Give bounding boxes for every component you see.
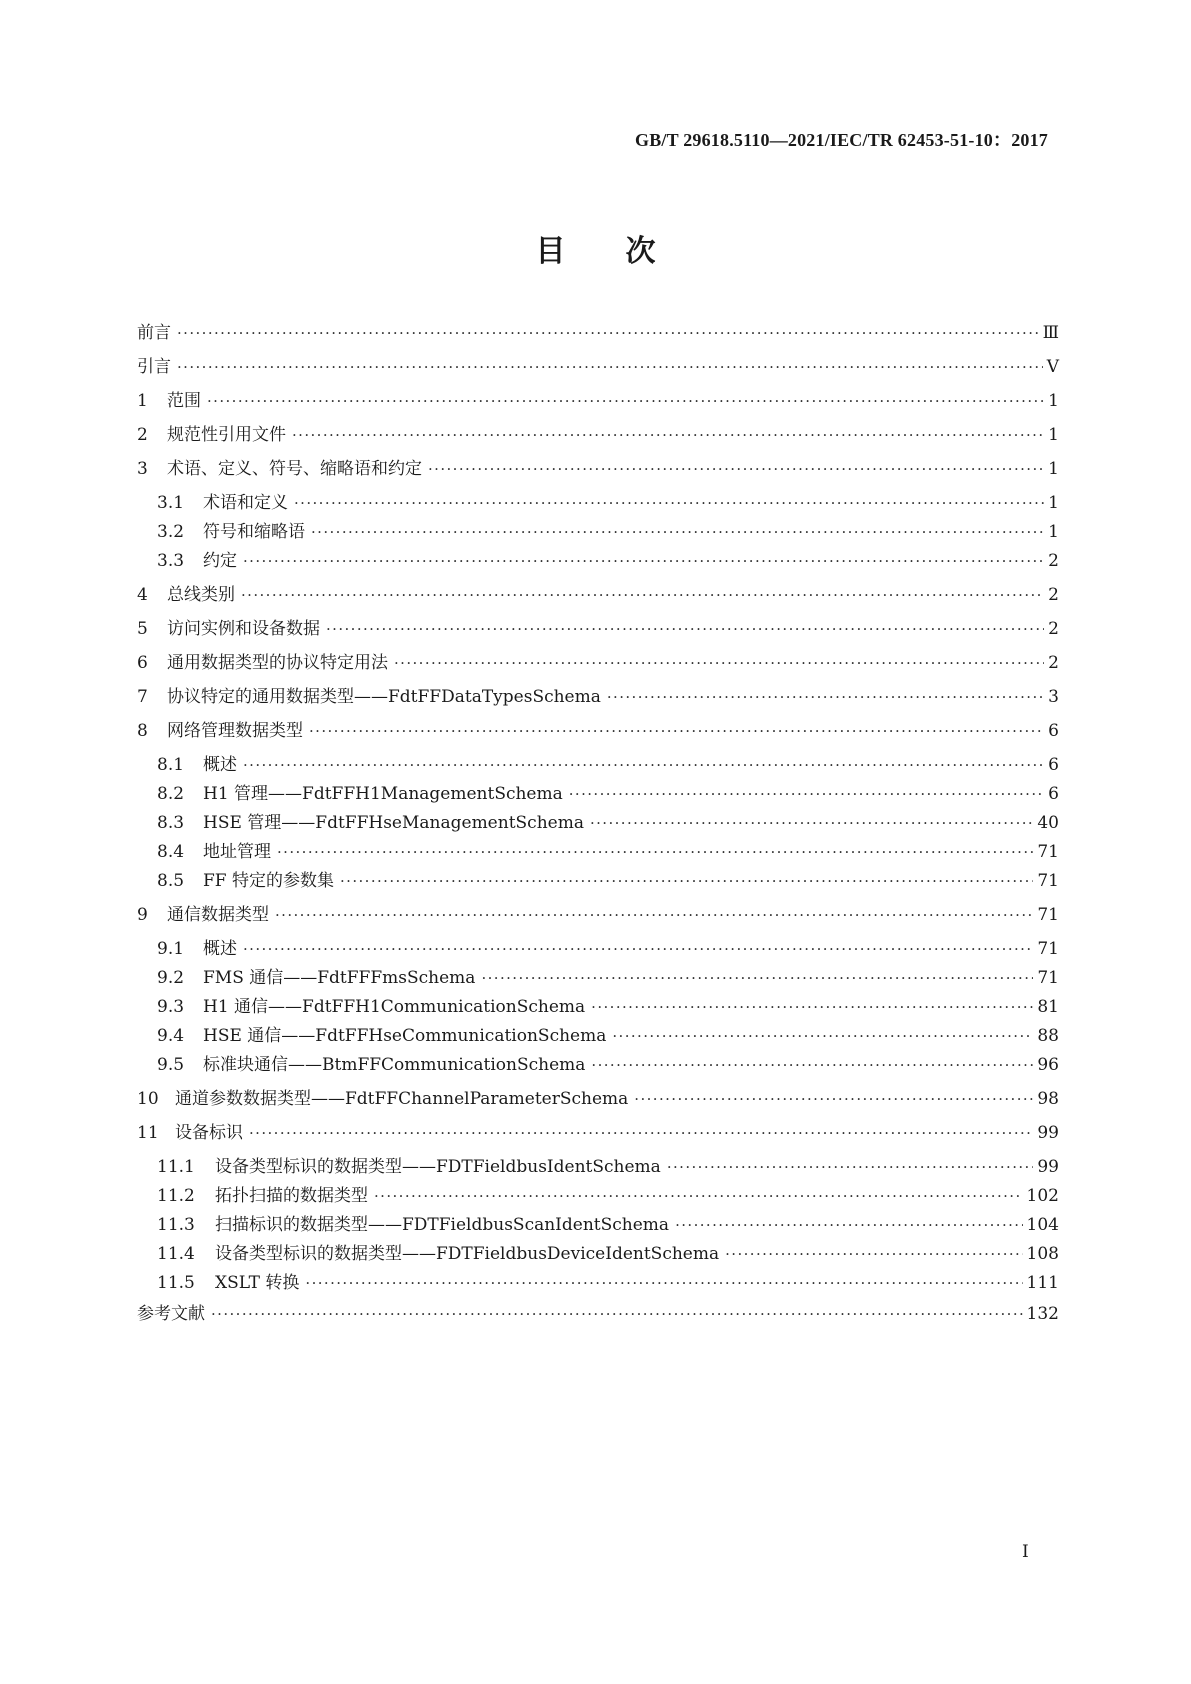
toc-entry-page: Ⅴ [1046, 357, 1059, 377]
toc-entry-page: 6 [1048, 755, 1059, 775]
toc-subentry[interactable] [157, 1154, 1059, 1178]
toc-subentry[interactable] [157, 1052, 1059, 1076]
toc-leader-dots [211, 1303, 1023, 1325]
toc-entry-page: 71 [1037, 968, 1059, 988]
toc-leader-dots [311, 521, 1044, 543]
toc-entry-number: 5 [137, 619, 148, 639]
toc-entry-number: 11.2 [157, 1186, 195, 1206]
toc-entry-page: 2 [1048, 551, 1059, 571]
toc-leader-dots [243, 550, 1044, 572]
toc-entry-label: 访问实例和设备数据 [167, 619, 320, 639]
toc-subentry[interactable] [157, 1212, 1059, 1236]
toc-entry-label: 规范性引用文件 [167, 425, 286, 445]
toc-entry[interactable] [137, 718, 1059, 742]
toc-entry-number: 3.1 [157, 493, 185, 513]
toc-entry[interactable] [137, 902, 1059, 926]
toc-entry-label: 网络管理数据类型 [167, 721, 303, 741]
toc-entry-number: 9.3 [157, 997, 185, 1017]
toc-entry-label: XSLT 转换 [215, 1273, 300, 1293]
toc-subentry[interactable] [157, 936, 1059, 960]
toc-entry-label: H1 管理——FdtFFH1ManagementSchema [203, 784, 563, 804]
toc-entry-number: 8.2 [157, 784, 185, 804]
toc-entry-page: 40 [1037, 813, 1059, 833]
toc-entry[interactable] [137, 1086, 1059, 1110]
toc-leader-dots [177, 322, 1039, 344]
toc-leader-dots [305, 1272, 1022, 1294]
toc-entry-number: 1 [137, 391, 148, 411]
toc-leader-dots [277, 841, 1033, 863]
toc-entry-label: 概述 [203, 755, 237, 775]
toc-entry-number: 8 [137, 721, 148, 741]
toc-entry-label: H1 通信——FdtFFH1CommunicationSchema [203, 997, 586, 1017]
toc-subentry[interactable] [157, 1270, 1059, 1294]
toc-entry-number: 7 [137, 687, 148, 707]
toc-subentry[interactable] [157, 868, 1059, 892]
toc-entry-label: 引言 [137, 357, 171, 377]
toc-entry-page: 2 [1048, 585, 1059, 605]
toc-entry-number: 9.5 [157, 1055, 185, 1075]
toc-entry-label: HSE 通信——FdtFFHseCommunicationSchema [203, 1026, 607, 1046]
toc-leader-dots [591, 1054, 1033, 1076]
toc-entry-number: 3.2 [157, 522, 185, 542]
toc-leader-dots [292, 424, 1044, 446]
toc-subentry[interactable] [157, 781, 1059, 805]
toc-entry-page: 81 [1037, 997, 1059, 1017]
toc-leader-dots [207, 390, 1044, 412]
toc-entry-label: 设备标识 [175, 1123, 243, 1143]
toc-entry[interactable] [137, 1120, 1059, 1144]
standard-code: GB/T 29618.5110—2021/IEC/TR 62453-51-10：2017 [635, 130, 1048, 150]
toc-entry-number: 8.3 [157, 813, 185, 833]
toc-entry-number: 9 [137, 905, 148, 925]
toc-entry-number: 11.4 [157, 1244, 195, 1264]
toc-leader-dots [249, 1122, 1033, 1144]
toc-entry-label: 协议特定的通用数据类型——FdtFFDataTypesSchema [167, 687, 601, 707]
toc-leader-dots [481, 967, 1033, 989]
toc-subentry[interactable] [157, 519, 1059, 543]
toc-entry-number: 6 [137, 653, 148, 673]
toc-entry-number: 11.3 [157, 1215, 195, 1235]
toc-entry-label: 约定 [203, 551, 237, 571]
toc-entry-page: 71 [1037, 842, 1059, 862]
toc-entry-number: 8.5 [157, 871, 185, 891]
page-number: Ⅰ [1022, 1542, 1029, 1562]
toc-entry-label: 参考文献 [137, 1304, 205, 1324]
toc-leader-dots [243, 938, 1033, 960]
toc-entry-page: 99 [1037, 1157, 1059, 1177]
toc-entry-page: 6 [1048, 784, 1059, 804]
toc-entry-page: 71 [1037, 871, 1059, 891]
toc-entry-page: 2 [1048, 653, 1059, 673]
toc-entry-label: FF 特定的参数集 [203, 871, 334, 891]
toc-entry-label: 扫描标识的数据类型——FDTFieldbusScanIdentSchema [215, 1215, 670, 1235]
toc-entry-page: 6 [1048, 721, 1059, 741]
toc-leader-dots [428, 458, 1044, 480]
toc-entry-number: 9.4 [157, 1026, 185, 1046]
toc-entry-page: 1 [1048, 459, 1059, 479]
toc-entry-page: 98 [1037, 1089, 1059, 1109]
toc-entry-label: 前言 [137, 323, 171, 343]
toc-entry-number: 11.5 [157, 1273, 195, 1293]
toc-leader-dots [294, 492, 1044, 514]
toc-entry[interactable] [137, 320, 1059, 344]
toc-leader-dots [374, 1185, 1023, 1207]
toc-entry-label: 范围 [167, 391, 201, 411]
toc-entry-page: 111 [1026, 1273, 1059, 1293]
toc-entry[interactable] [137, 616, 1059, 640]
toc-entry-label: HSE 管理——FdtFFHseManagementSchema [203, 813, 584, 833]
toc-subentry[interactable] [157, 994, 1059, 1018]
toc-entry-number: 9.1 [157, 939, 185, 959]
toc-leader-dots [394, 652, 1044, 674]
toc-entry-label: 标准块通信——BtmFFCommunicationSchema [203, 1055, 586, 1075]
toc-entry-label: 概述 [203, 939, 237, 959]
page-title: 目次 [535, 234, 716, 269]
toc-entry-label: 设备类型标识的数据类型——FDTFieldbusDeviceIdentSchema [215, 1244, 720, 1264]
toc-entry-label: 通用数据类型的协议特定用法 [167, 653, 388, 673]
toc-entry-page: 88 [1037, 1026, 1059, 1046]
toc-entry[interactable] [137, 650, 1059, 674]
toc-leader-dots [667, 1156, 1034, 1178]
toc-entry-number: 3.3 [157, 551, 185, 571]
toc-entry-page: 1 [1048, 493, 1059, 513]
toc-leader-dots [309, 720, 1044, 742]
toc-entry-label: 拓扑扫描的数据类型 [215, 1186, 368, 1206]
toc-leader-dots [241, 584, 1044, 606]
toc-leader-dots [634, 1088, 1033, 1110]
toc-subentry[interactable] [157, 1183, 1059, 1207]
toc-leader-dots [326, 618, 1044, 640]
toc-entry-label: 通信数据类型 [167, 905, 269, 925]
toc-entry[interactable] [137, 388, 1059, 412]
toc-entry-label: 通道参数数据类型——FdtFFChannelParameterSchema [175, 1089, 629, 1109]
toc-entry-number: 8.1 [157, 755, 185, 775]
toc-entry-page: 99 [1037, 1123, 1059, 1143]
toc-entry-number: 4 [137, 585, 148, 605]
toc-leader-dots [177, 356, 1043, 378]
toc-entry[interactable] [137, 582, 1059, 606]
toc-leader-dots [243, 754, 1044, 776]
toc-entry[interactable] [137, 422, 1059, 446]
toc-leader-dots [275, 904, 1033, 926]
toc-entry-page: 3 [1048, 687, 1059, 707]
toc-entry-page: 1 [1048, 425, 1059, 445]
toc-leader-dots [591, 996, 1033, 1018]
toc-entry-label: FMS 通信——FdtFFFmsSchema [203, 968, 476, 988]
toc-entry-page: 108 [1026, 1244, 1059, 1264]
toc-entry-number: 3 [137, 459, 148, 479]
toc-subentry[interactable] [157, 1023, 1059, 1047]
toc-entry-label: 总线类别 [167, 585, 235, 605]
toc-entry-page: 96 [1037, 1055, 1059, 1075]
toc-subentry[interactable] [157, 839, 1059, 863]
toc-entry-page: 2 [1048, 619, 1059, 639]
toc-entry[interactable] [137, 684, 1059, 708]
toc-leader-dots [607, 686, 1044, 708]
toc-entry-page: 104 [1026, 1215, 1059, 1235]
toc-leader-dots [569, 783, 1044, 805]
toc-entry-page: 1 [1048, 391, 1059, 411]
toc-entry-number: 2 [137, 425, 148, 445]
toc-entry-page: 132 [1026, 1304, 1059, 1324]
toc-subentry[interactable] [157, 752, 1059, 776]
toc-entry-number: 10 [137, 1089, 159, 1109]
toc-entry-page: 1 [1048, 522, 1059, 542]
toc-leader-dots [590, 812, 1033, 834]
toc-subentry[interactable] [157, 1241, 1059, 1265]
toc-entry-page: 102 [1026, 1186, 1059, 1206]
toc-subentry[interactable] [157, 548, 1059, 572]
toc-subentry[interactable] [157, 965, 1059, 989]
toc-entry-label: 设备类型标识的数据类型——FDTFieldbusIdentSchema [215, 1157, 661, 1177]
toc-entry[interactable] [137, 456, 1059, 480]
toc-subentry[interactable] [157, 490, 1059, 514]
toc-subentry[interactable] [157, 810, 1059, 834]
toc-entry-label: 术语、定义、符号、缩略语和约定 [167, 459, 422, 479]
toc-entry-page: 71 [1037, 939, 1059, 959]
toc-entry-page: Ⅲ [1042, 323, 1059, 343]
toc-entry-page: 71 [1037, 905, 1059, 925]
toc-entry-number: 9.2 [157, 968, 185, 988]
toc-leader-dots [612, 1025, 1033, 1047]
toc-entry[interactable] [137, 1301, 1059, 1325]
toc-entry[interactable] [137, 354, 1059, 378]
toc-leader-dots [725, 1243, 1022, 1265]
toc-leader-dots [675, 1214, 1022, 1236]
toc-entry-number: 11 [137, 1123, 159, 1143]
toc-entry-number: 8.4 [157, 842, 185, 862]
toc-entry-label: 地址管理 [203, 842, 271, 862]
toc-entry-label: 术语和定义 [203, 493, 288, 513]
toc-leader-dots [340, 870, 1033, 892]
toc-entry-number: 11.1 [157, 1157, 195, 1177]
toc-entry-label: 符号和缩略语 [203, 522, 305, 542]
